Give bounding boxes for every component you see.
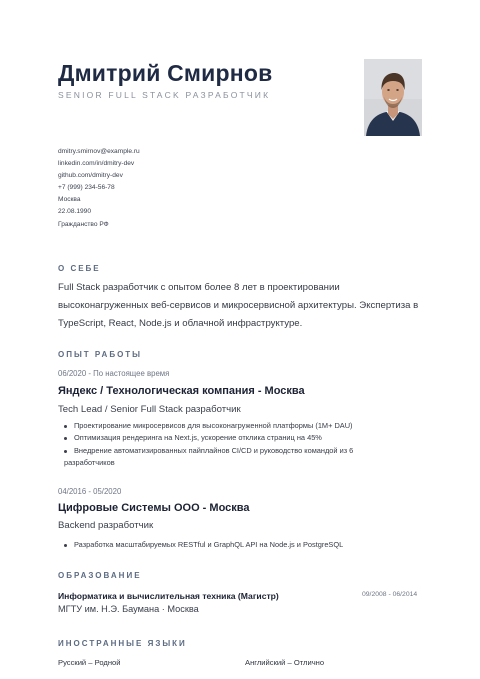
contact-github[interactable]: github.com/dmitry-dev — [58, 172, 123, 180]
contact-linkedin[interactable]: linkedin.com/in/dmitry-dev — [58, 160, 135, 168]
list-item: Внедрение автоматизированных пайплайнов CI/CD и руководство командой из 6 — [64, 445, 426, 457]
job-company: Яндекс / Технологическая компания - Москва — [58, 385, 305, 397]
education-school: МГТУ им. Н.Э. Баумана · Москва — [58, 604, 199, 614]
bullet-icon — [64, 425, 67, 428]
bullet-icon — [64, 437, 67, 440]
list-item: Проектирование микросервисов для высоконагруженной платформы (1M+ DAU) — [64, 420, 426, 432]
contact-city: Москва — [58, 196, 81, 204]
language-item: Английский – Отлично — [245, 658, 325, 667]
list-item: Оптимизация рендеринга на Next.js, ускорение отклика страниц на 45% — [64, 432, 426, 444]
contact-list — [58, 146, 140, 231]
contact-citizenship: Гражданство РФ — [58, 220, 109, 228]
contact-birthdate: 22.08.1990 — [58, 208, 92, 216]
section-title-experience: ОПЫТ РАБОТЫ — [58, 350, 143, 359]
job-bullets — [64, 420, 426, 469]
education-dates: 09/2008 - 06/2014 — [362, 591, 418, 598]
contact-phone[interactable]: +7 (999) 234-56-78 — [58, 184, 115, 192]
bullet-icon — [64, 544, 67, 547]
job-position: Tech Lead / Senior Full Stack разработчик — [58, 404, 241, 415]
about-text: Full Stack разработчик с опытом более 8 лет в проектировании высоконагруженных веб-сервисов и микросервисной архитектуры. Экспертиза в TypeScript, React, Node.js и облачной инфраструктуре. — [58, 282, 419, 329]
bullet-icon — [64, 450, 67, 453]
language-item: Русский – Родной — [58, 658, 121, 667]
job-bullets — [64, 539, 426, 551]
job-company: Цифровые Системы ООО - Москва — [58, 502, 250, 514]
list-item-continuation: разработчиков — [64, 457, 115, 467]
contact-email[interactable]: dmitry.smirnov@example.ru — [58, 148, 140, 155]
candidate-role: SENIOR FULL STACK РАЗРАБОТЧИК — [58, 90, 271, 100]
profile-photo-image — [364, 59, 422, 136]
list-item: Разработка масштабируемых RESTful и GraphQL API на Node.js и PostgreSQL — [64, 539, 426, 551]
education-degree: Информатика и вычислительная техника (Магистр) — [58, 591, 279, 601]
profile-photo — [364, 59, 422, 136]
job-dates: 06/2020 - По настоящее время — [58, 369, 170, 378]
section-title-languages: ИНОСТРАННЫЕ ЯЗЫКИ — [58, 639, 187, 648]
candidate-name: Дмитрий Смирнов — [58, 60, 273, 86]
section-title-education: ОБРАЗОВАНИЕ — [58, 571, 142, 580]
job-position: Backend разработчик — [58, 520, 154, 531]
job-dates: 04/2016 - 05/2020 — [58, 487, 122, 496]
section-title-about: О СЕБЕ — [58, 264, 101, 273]
